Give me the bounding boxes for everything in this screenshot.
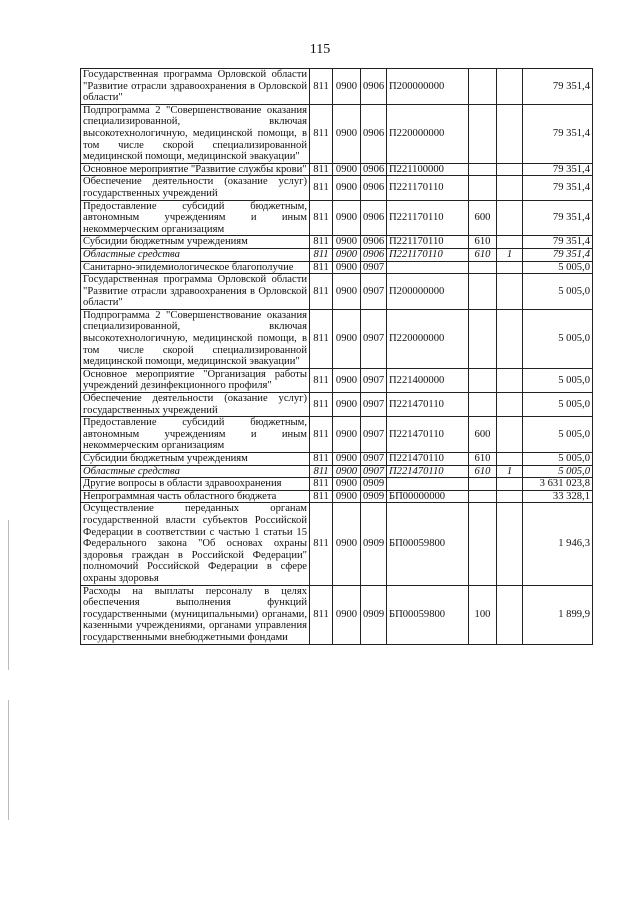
row-csr: П221170110	[387, 176, 469, 200]
row-ist	[497, 309, 523, 368]
table-row	[81, 393, 593, 417]
row-vr	[469, 368, 497, 392]
row-name: Субсидии бюджетным учреждениям	[81, 236, 310, 249]
row-sum: 33 328,1	[523, 490, 593, 503]
table-row	[81, 261, 593, 274]
row-csr: П221470110	[387, 453, 469, 466]
row-rz: 0900	[333, 104, 361, 163]
scan-edge-mark	[8, 520, 9, 670]
row-gr: 811	[310, 104, 333, 163]
row-gr: 811	[310, 261, 333, 274]
row-sum: 5 005,0	[523, 417, 593, 453]
table-row	[81, 274, 593, 310]
row-gr: 811	[310, 417, 333, 453]
row-rz: 0900	[333, 200, 361, 236]
row-sum: 79 351,4	[523, 200, 593, 236]
row-gr: 811	[310, 309, 333, 368]
row-name: Предоставление субсидий бюджетным, автономным учреждениям и иным некоммерческим организациям	[81, 417, 310, 453]
row-rz: 0900	[333, 478, 361, 491]
row-gr: 811	[310, 393, 333, 417]
row-name: Санитарно-эпидемиологическое благополучие	[81, 261, 310, 274]
row-csr: П221170110	[387, 236, 469, 249]
row-pr: 0909	[361, 490, 387, 503]
row-ist	[497, 368, 523, 392]
table-row	[81, 200, 593, 236]
row-vr	[469, 69, 497, 105]
row-pr: 0909	[361, 478, 387, 491]
row-pr: 0906	[361, 248, 387, 261]
row-rz: 0900	[333, 417, 361, 453]
row-vr: 610	[469, 236, 497, 249]
row-name: Непрограммная часть областного бюджета	[81, 490, 310, 503]
table-row	[81, 585, 593, 644]
row-name: Обеспечение деятельности (оказание услуг) государственных учреждений	[81, 176, 310, 200]
row-ist	[497, 261, 523, 274]
row-ist: 1	[497, 465, 523, 478]
row-pr: 0906	[361, 69, 387, 105]
row-vr	[469, 274, 497, 310]
row-gr: 811	[310, 176, 333, 200]
row-name: Другие вопросы в области здравоохранения	[81, 478, 310, 491]
row-gr: 811	[310, 236, 333, 249]
row-pr: 0906	[361, 104, 387, 163]
row-rz: 0900	[333, 368, 361, 392]
row-csr: П221100000	[387, 163, 469, 176]
row-csr: П200000000	[387, 69, 469, 105]
row-vr	[469, 309, 497, 368]
row-name: Расходы на выплаты персоналу в целях обеспечения выполнения функций государственными (муниципальными) органами, казенными учреждениями, органами управления государственными внебюджетными фондами	[81, 585, 310, 644]
row-csr	[387, 478, 469, 491]
row-ist	[497, 417, 523, 453]
row-ist	[497, 163, 523, 176]
row-pr: 0909	[361, 585, 387, 644]
row-ist	[497, 503, 523, 585]
row-pr: 0907	[361, 417, 387, 453]
row-gr: 811	[310, 453, 333, 466]
row-vr: 610	[469, 465, 497, 478]
row-sum: 5 005,0	[523, 309, 593, 368]
row-vr	[469, 176, 497, 200]
row-name: Основное мероприятие "Развитие службы крови"	[81, 163, 310, 176]
row-pr: 0907	[361, 274, 387, 310]
table-row	[81, 248, 593, 261]
row-csr: П221470110	[387, 465, 469, 478]
row-sum: 3 631 023,8	[523, 478, 593, 491]
row-csr: П220000000	[387, 104, 469, 163]
row-name: Областные средства	[81, 465, 310, 478]
row-name: Областные средства	[81, 248, 310, 261]
row-rz: 0900	[333, 393, 361, 417]
row-rz: 0900	[333, 490, 361, 503]
row-csr: БП00059800	[387, 585, 469, 644]
row-rz: 0900	[333, 585, 361, 644]
row-ist	[497, 490, 523, 503]
row-rz: 0900	[333, 236, 361, 249]
table-row	[81, 453, 593, 466]
row-name: Обеспечение деятельности (оказание услуг) государственных учреждений	[81, 393, 310, 417]
row-rz: 0900	[333, 261, 361, 274]
row-pr: 0906	[361, 236, 387, 249]
row-gr: 811	[310, 163, 333, 176]
row-pr: 0907	[361, 368, 387, 392]
row-name: Предоставление субсидий бюджетным, автономным учреждениям и иным некоммерческим организациям	[81, 200, 310, 236]
table-row	[81, 309, 593, 368]
row-rz: 0900	[333, 274, 361, 310]
row-rz: 0900	[333, 309, 361, 368]
row-rz: 0900	[333, 503, 361, 585]
row-sum: 79 351,4	[523, 236, 593, 249]
row-ist	[497, 200, 523, 236]
row-rz: 0900	[333, 69, 361, 105]
row-csr	[387, 261, 469, 274]
row-sum: 79 351,4	[523, 104, 593, 163]
row-ist	[497, 104, 523, 163]
row-name: Субсидии бюджетным учреждениям	[81, 453, 310, 466]
row-csr: П221470110	[387, 393, 469, 417]
row-vr	[469, 163, 497, 176]
table-row	[81, 478, 593, 491]
row-sum: 5 005,0	[523, 261, 593, 274]
row-gr: 811	[310, 248, 333, 261]
table-row	[81, 465, 593, 478]
row-name: Государственная программа Орловской области "Развитие отрасли здравоохранения в Орловской области"	[81, 274, 310, 310]
row-vr: 100	[469, 585, 497, 644]
row-pr: 0906	[361, 200, 387, 236]
table-row	[81, 176, 593, 200]
row-name: Основное мероприятие "Организация работы учреждений дезинфекционного профиля"	[81, 368, 310, 392]
row-name: Осуществление переданных органам государственной власти субъектов Российской Федерации в соответствии с частью 1 статьи 15 Федерального закона "Об основах охраны здоровья граждан в Российской Федерации" полномочий Российской Федерации в сфере охраны здоровья	[81, 503, 310, 585]
table-row	[81, 490, 593, 503]
row-sum: 1 946,3	[523, 503, 593, 585]
row-ist	[497, 453, 523, 466]
row-csr: П220000000	[387, 309, 469, 368]
row-sum: 5 005,0	[523, 465, 593, 478]
row-pr: 0907	[361, 453, 387, 466]
row-name: Подпрограмма 2 "Совершенствование оказания специализированной, включая высокотехнологичную, медицинской помощи, в том числе скорой специализированной медицинской помощи, медицинской эвакуации"	[81, 309, 310, 368]
row-rz: 0900	[333, 248, 361, 261]
row-sum: 1 899,9	[523, 585, 593, 644]
row-name: Подпрограмма 2 "Совершенствование оказания специализированной, включая высокотехнологичную, медицинской помощи, в том числе скорой специализированной медицинской помощи, медицинской эвакуации"	[81, 104, 310, 163]
row-vr	[469, 393, 497, 417]
row-vr	[469, 503, 497, 585]
table-row	[81, 236, 593, 249]
row-vr	[469, 490, 497, 503]
row-ist	[497, 236, 523, 249]
row-name: Государственная программа Орловской области "Развитие отрасли здравоохранения в Орловской области"	[81, 69, 310, 105]
row-gr: 811	[310, 478, 333, 491]
row-ist	[497, 274, 523, 310]
row-pr: 0909	[361, 503, 387, 585]
row-rz: 0900	[333, 453, 361, 466]
row-sum: 5 005,0	[523, 368, 593, 392]
row-csr: П200000000	[387, 274, 469, 310]
row-rz: 0900	[333, 163, 361, 176]
row-vr: 610	[469, 248, 497, 261]
budget-table	[80, 68, 593, 645]
row-gr: 811	[310, 200, 333, 236]
row-csr: П221170110	[387, 248, 469, 261]
row-vr	[469, 261, 497, 274]
row-pr: 0906	[361, 163, 387, 176]
row-pr: 0907	[361, 393, 387, 417]
row-csr: П221170110	[387, 200, 469, 236]
row-csr: П221400000	[387, 368, 469, 392]
row-vr: 610	[469, 453, 497, 466]
row-sum: 5 005,0	[523, 274, 593, 310]
row-pr: 0907	[361, 261, 387, 274]
scan-edge-mark	[8, 700, 9, 820]
table-row	[81, 163, 593, 176]
row-rz: 0900	[333, 176, 361, 200]
row-csr: БП00059800	[387, 503, 469, 585]
row-ist	[497, 69, 523, 105]
row-pr: 0907	[361, 465, 387, 478]
row-sum: 5 005,0	[523, 453, 593, 466]
row-sum: 79 351,4	[523, 163, 593, 176]
table-row	[81, 69, 593, 105]
row-gr: 811	[310, 69, 333, 105]
row-csr: БП00000000	[387, 490, 469, 503]
table-row	[81, 368, 593, 392]
row-pr: 0906	[361, 176, 387, 200]
row-pr: 0907	[361, 309, 387, 368]
row-vr	[469, 104, 497, 163]
row-vr	[469, 478, 497, 491]
row-ist	[497, 585, 523, 644]
row-ist	[497, 478, 523, 491]
row-vr: 600	[469, 200, 497, 236]
row-gr: 811	[310, 503, 333, 585]
table-row	[81, 104, 593, 163]
row-ist: 1	[497, 248, 523, 261]
page-number: 115	[309, 42, 331, 57]
row-rz: 0900	[333, 465, 361, 478]
row-ist	[497, 393, 523, 417]
table-row	[81, 503, 593, 585]
row-sum: 79 351,4	[523, 69, 593, 105]
row-vr: 600	[469, 417, 497, 453]
row-csr: П221470110	[387, 417, 469, 453]
row-gr: 811	[310, 368, 333, 392]
row-ist	[497, 176, 523, 200]
row-sum: 79 351,4	[523, 248, 593, 261]
row-gr: 811	[310, 490, 333, 503]
table-row	[81, 417, 593, 453]
row-gr: 811	[310, 465, 333, 478]
row-sum: 5 005,0	[523, 393, 593, 417]
row-gr: 811	[310, 274, 333, 310]
row-sum: 79 351,4	[523, 176, 593, 200]
row-gr: 811	[310, 585, 333, 644]
